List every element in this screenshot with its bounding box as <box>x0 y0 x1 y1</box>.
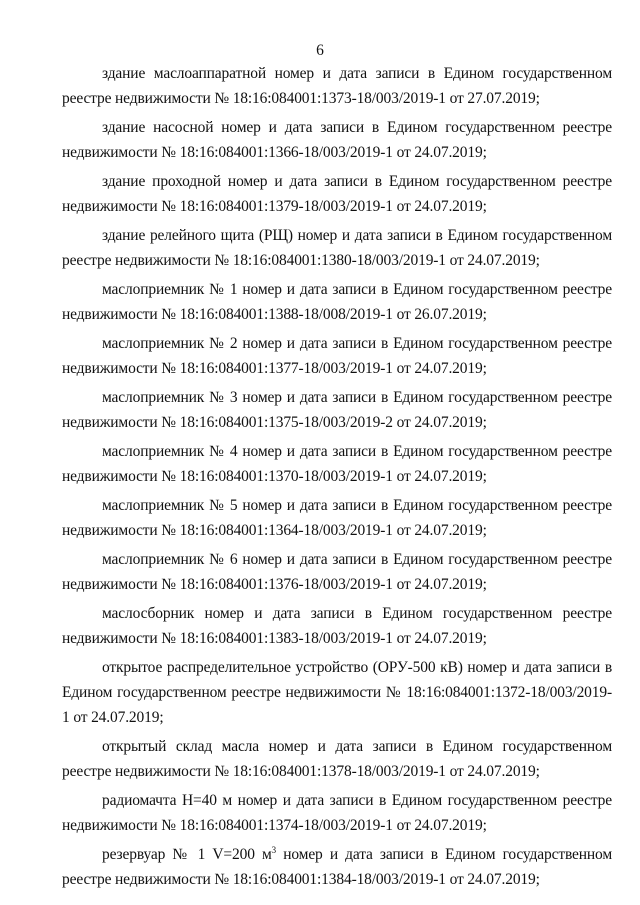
list-item: радиомачта Н=40 м номер и дата записи в Едином государственном реестре недвижимости № 18:16:084001:1374-18/003/2019-1 от 24.07.2019; <box>62 792 612 834</box>
page-number: 6 <box>316 42 324 59</box>
superscript-cubic: 3 <box>271 845 277 855</box>
reservoir-text-end: номер и дата записи в Едином государственном реестре недвижимости № 18:16:084001:1384-18/003/2019-1 от 24.07.2019; <box>62 846 613 888</box>
list-item: маслоприемник № 6 номер и дата записи в Едином государственном реестре недвижимости № 18:16:084001:1376-18/003/2019-1 от 24.07.2019; <box>62 551 612 593</box>
list-item: здание проходной номер и дата записи в Едином государственном реестре недвижимости № 18:16:084001:1379-18/003/2019-1 от 24.07.2019; <box>62 173 612 215</box>
list-item: маслоприемник № 2 номер и дата записи в Едином государственном реестре недвижимости № 18:16:084001:1377-18/003/2019-1 от 24.07.2019; <box>62 335 612 377</box>
list-item: маслоприемник № 3 номер и дата записи в Едином государственном реестре недвижимости № 18:16:084001:1375-18/003/2019-2 от 24.07.2019; <box>62 389 612 431</box>
list-item: маслоприемник № 1 номер и дата записи в Едином государственном реестре недвижимости № 18:16:084001:1388-18/008/2019-1 от 26.07.2019; <box>62 281 612 323</box>
list-item: маслоприемник № 5 номер и дата записи в Едином государственном реестре недвижимости № 18:16:084001:1364-18/003/2019-1 от 24.07.2019; <box>62 497 612 539</box>
list-item: маслоприемник № 4 номер и дата записи в Едином государственном реестре недвижимости № 18:16:084001:1370-18/003/2019-1 от 24.07.2019; <box>62 443 612 485</box>
list-item: здание насосной номер и дата записи в Едином государственном реестре недвижимости № 18:16:084001:1366-18/003/2019-1 от 24.07.2019; <box>62 119 612 161</box>
list-item: здание маслоаппаратной номер и дата записи в Едином государственном реестре недвижимости № 18:16:084001:1373-18/003/2019-1 от 27.07.2019; <box>62 65 612 107</box>
list-item: открытый склад масла номер и дата записи в Едином государственном реестре недвижимости № 18:16:084001:1378-18/003/2019-1 от 24.07.2019; <box>62 738 612 780</box>
list-item: открытое распределительное устройство (ОРУ-500 кВ) номер и дата записи в Едином государственном реестре недвижимости № 18:16:084001:1372-18/003/2019-1 от 24.07.2019; <box>62 659 612 726</box>
reservoir-text-start: резервуар № 1 V=200 м <box>102 846 272 863</box>
list-item: маслосборник номер и дата записи в Едином государственном реестре недвижимости № 18:16:084001:1383-18/003/2019-1 от 24.07.2019; <box>62 605 612 647</box>
list-item: здание релейного щита (РЩ) номер и дата записи в Едином государственном реестре недвижимости № 18:16:084001:1380-18/003/2019-1 от 24.07.2019; <box>62 227 612 269</box>
list-item-reservoir <box>62 842 612 892</box>
document-body <box>62 61 612 896</box>
